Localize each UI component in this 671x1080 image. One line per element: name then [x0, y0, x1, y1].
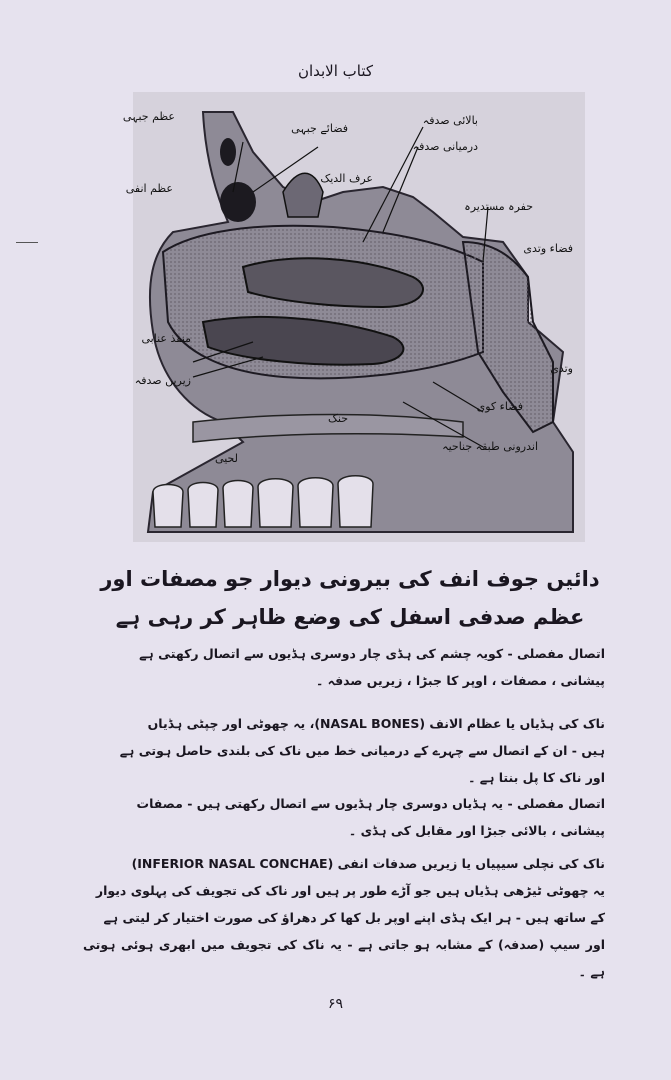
label-inferior-meatus: منفذ عنابی: [141, 332, 191, 345]
nasal-cavity-illustration: [122, 92, 585, 542]
text-line: اتصال مفصلی - کویہ چشم کی ہڈی چار دوسری ہڈیوں سے اتصال رکھتی ہے: [139, 646, 605, 661]
paragraph-articulation-1: [83, 640, 605, 694]
label-frontal-bone: عظم جبہی: [122, 110, 175, 123]
text-line: کے ساتھ ہیں - ہر ایک ہڈی اپنے اوپر بل کھا کر دھراؤ کی صورت اختیار کر لیتی ہے: [103, 910, 605, 925]
anatomy-figure: [122, 92, 585, 542]
text-line: اور ناک کا پل بنتا ہے ۔: [468, 770, 605, 785]
page-title: کتاب الابدان: [297, 62, 374, 80]
label-crista-galli: عرف الدیک: [320, 172, 373, 185]
label-inferior-concha: زیریں صدفہ: [134, 374, 191, 387]
page-number: ۶۹: [327, 996, 344, 1012]
text-line: پیشانی ، مصفات ، اوپر کا جبڑا ، زیریں صدفہ ۔: [315, 673, 605, 688]
paragraph-articulation-2: [83, 790, 605, 844]
label-maxilla: لحیی: [215, 452, 238, 465]
figure-caption: [70, 560, 630, 636]
label-upper-concha: بالائی صدفہ: [422, 114, 478, 127]
label-sphenoid-sinus: فضاء وتدی: [523, 242, 573, 255]
text-line: ناک کی ہڈیاں یا عظام الانف (NASAL BONES)، یہ چھوٹی اور چپٹی ہڈیاں: [147, 716, 605, 731]
text-line: پیشانی ، بالائی جبڑا اور مقابل کی ہڈی ۔: [348, 823, 605, 838]
label-sella-turcica: حفرہ مستدیرہ: [464, 200, 533, 213]
paragraph-inferior-conchae: [83, 850, 605, 985]
text-line: یہ چھوٹی ٹیڑھی ہڈیاں ہیں جو آڑے طور پر ہیں اور ناک کی تجویف کی پہلوی دیوار: [95, 883, 605, 898]
text-line: ہیں - ان کے اتصال سے چہرے کے درمیانی خط میں ناک کی بلندی حاصل ہوتی ہے: [119, 743, 605, 758]
label-palatine: فضاء کوی: [476, 400, 523, 413]
caption-line: دائیں جوف انف کی بیرونی دیوار جو مصفات اور: [100, 567, 600, 591]
label-nasal-bone: عظم انفی: [125, 182, 173, 195]
caption-line: عظم صدفی اسفل کی وضع ظاہر کر رہی ہے: [115, 605, 585, 629]
text-line: اتصال مفصلی - یہ ہڈیاں دوسری چار ہڈیوں سے اتصال رکھتی ہیں - مصفات: [136, 796, 605, 811]
margin-mark: [16, 242, 38, 243]
label-middle-concha: درمیانی صدفہ: [412, 140, 478, 153]
paragraph-nasal-bones: [83, 710, 605, 791]
label-frontal-sinus: فضائے جبہی: [291, 122, 348, 135]
text-line: اور سیپ (صدفہ) کے مشابہ ہو جاتی ہے - یہ ناک کی تجویف میں ابھری ہوئی ہوتی ہے ۔: [83, 937, 605, 979]
label-palate: حنک: [328, 412, 348, 425]
label-medial-pterygoid: اندرونی طبقہ جناحیہ: [442, 440, 538, 453]
label-sphenoid: وتدی: [550, 362, 573, 375]
text-line: ناک کی نچلی سیپیاں یا زیریں صدفات انفی (INFERIOR NASAL CONCHAE): [131, 856, 605, 871]
